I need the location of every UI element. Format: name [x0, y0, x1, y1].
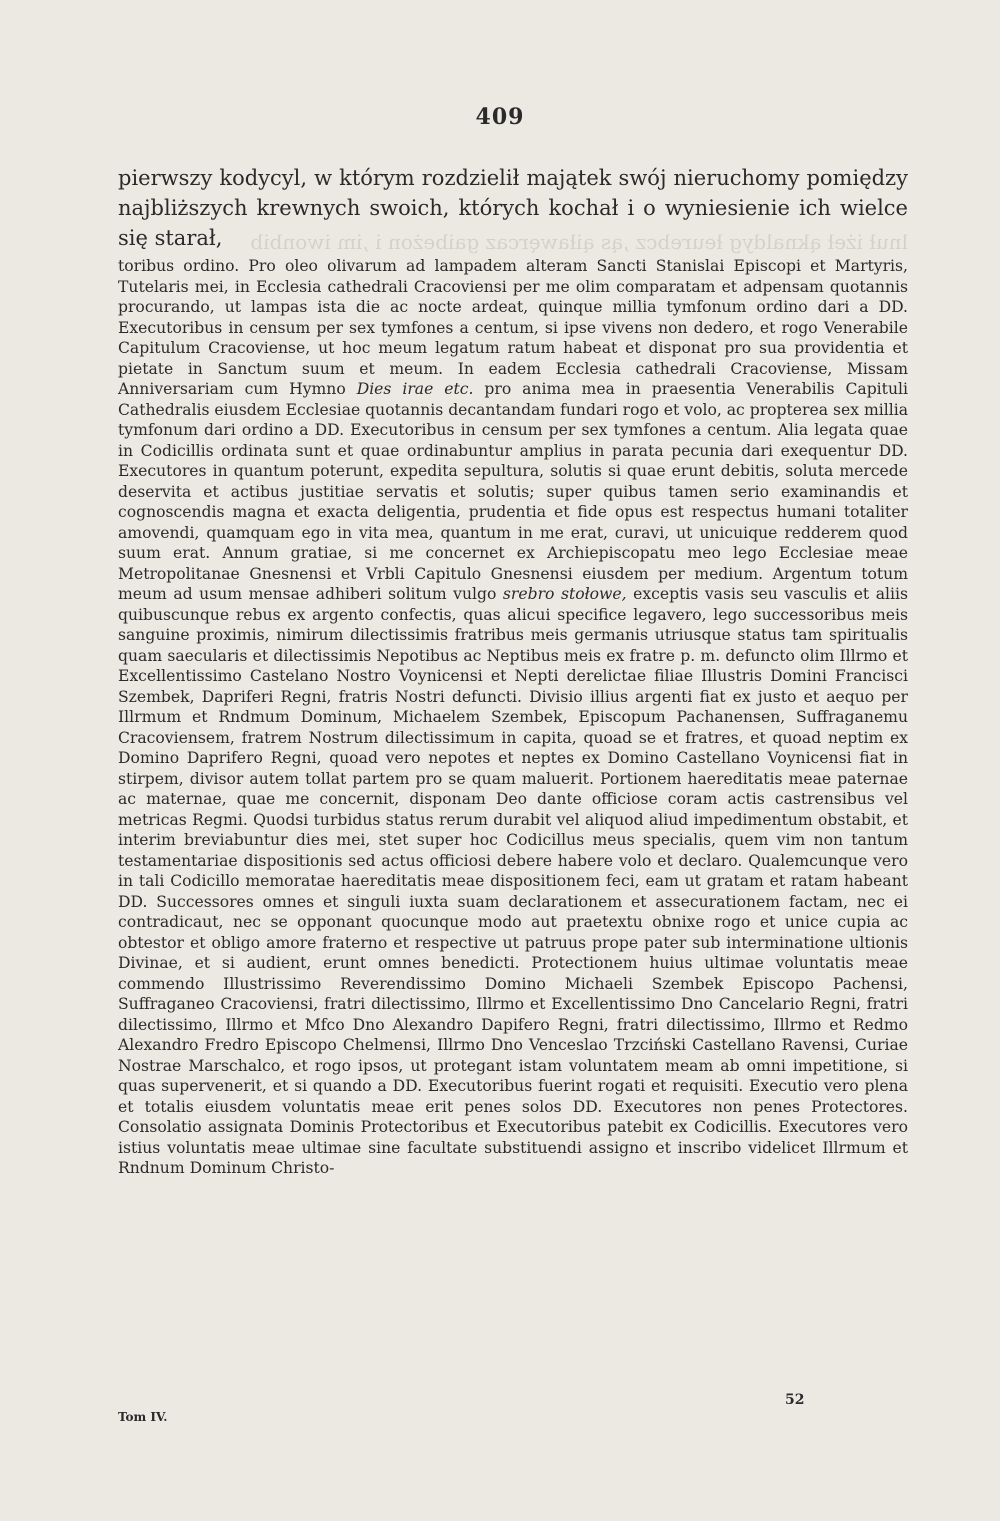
latin-text-part-3: exceptis vasis seu vasculis et aliis quibuscunque rebus ex argento confectis, quas alicui specifice legavero, lego successoribus meis sanguine proximis, nimirum dilectissimis fratribus meis germanis utriusque status tam spiritualis quam saecularis et dilectissimis Nepotibus ac Neptibus meis ex fratre p. m. defuncto olim Illrmo et Excellentissimo Castelano Nostro Voynicensi et Nepti derelictae filiae Illustris Domini Francisci Szembek, Dapriferi Regni, fratris Nostri defuncti. Divisio illius argenti fiat ex justo et aequo per Illrmum et Rndmum Dominum, Michaelem Szembek, Episcopum Pachanensen, Suffraganemu Cracoviensem, fratrem Nostrum dilectissimum in capita, quoad se et fratres, et quoad neptim ex Domino Daprifero Regni, quoad vero nepotes et neptes ex Domino Castellano Voynicensi fiat in stirpem, divisor autem tollat partem pro se quam maluerit. Portionem haereditatis meae paternae ac maternae, quae me concernit, disponam Deo dante officiose coram actis castrensibus vel metricas Regmi. Quodsi turbidus status rerum durabit vel aliquod aliud impedimentum obstabit, et interim breviabuntur dies mei, stet super hoc Codicillus meus specialis, quem vim non tantum testamentariae dispositionis sed actus officiosi debere habere volo et declaro. Qualemcunque vero in tali Codicillo memoratae haereditatis meae dispositionem feci, eam ut gratam et ratam habeant DD. Successores omnes et singuli iuxta suam declarationem et assecurationem factam, nec ei contradicaut, nec se opponant quocunque modo aut praetextu obnixe rogo et unice cupia ac obtestor et obligo amore fraterno et respective ut patruus prope pater sub interminatione ultionis Divinae, et si audient, erunt omnes benedicti. Protectionem huius ultimae voluntatis meae commendo Illustrissimo Reverendissimo Domino Michaeli Szembek Episcopo Pachensi, Suffraganeo Cracoviensi, fratri dilectissimo, Illrmo et Excellentissimo Dno Cancelario Regni, fratri dilectissimo, Illrmo et Mfco Dno Alexandro Dapifero Regni, fratri dilectissimo, Illrmo et Redmo Alexandro Fredro Episcopo Chelmensi, Illrmo Dno Venceslao Trzciński Castellano Ravensi, Curiae Nostrae Marschalco, et rogo ipsos, ut protegant istam voluntatem meam ab omni impetitione, si quas supervenerit, et si quando a DD. Executoribus fuerint rogati et requisiti. Executio vero plena et totalis eiusdem voluntatis meae erit penes solos DD. Executores non penes Protectores. Consolatio assignata Dominis Protectoribus et Executoribus patebit ex Codicillis. Executores vero istius voluntatis meae ultimae sine facultate substituendi assigno et inscribo videlicet Illrmum et Rndnum Dominum Christo-	[118, 585, 908, 1177]
latin-italic-srebro: srebro stołowe,	[502, 585, 627, 603]
latin-italic-dies-irae: Dies irae etc.	[356, 380, 474, 398]
latin-text-part-1: toribus ordino. Pro oleo olivarum ad lampadem alteram Sancti Stanislai Episcopi et Martyris, Tutelaris mei, in Ecclesia cathedrali Cracoviensi per me olim comparatam et adpensam quotannis procurando, ut lampas ista die ac nocte ardeat, quinque millia tymfonum ordino dari a DD. Executoribus in censum per sex tymfones a centum, si ipse vivens non dedero, et rogo Venerabile Capitulum Cracoviense, ut hoc meum legatum ratum habeat et disponat pro sua providentia et pietate in Sanctum suum et meum. In eadem Ecclesia cathedrali Cracoviense, Missam Anniversariam cum Hymno	[118, 257, 908, 398]
polish-text: pierwszy kodycyl, w którym rozdzielił majątek swój nieruchomy pomiędzy najbliższych krewnych swoich, których kochał i o wyniesienie ich wielce się starał,	[118, 166, 908, 250]
page-number: 409	[475, 104, 525, 130]
latin-text-part-2: pro anima mea in praesentia Venerabilis Capituli Cathedralis eiusdem Ecclesiae quotannis decantandam fundari rogo et volo, ac propterea sex millia tymfonum dari ordino a DD. Executoribus in censum per sex tymfones a centum. Alia legata quae in Codicillis ordinata sunt et quae ordinabuntur amplius in parata pecunia dari exequentur DD. Executores in quantum poterunt, expedita sepultura, solutis si quae erunt debitis, soluta mercede deservita et actibus justitiae servatis et solutis; super quibus tamen serio examinandis et cognoscendis magna et exacta deligentia, prudentia et fide opus est respectus humani totaliter amovendi, quamquam ego in vita mea, quantum in me erat, curavi, ut unicuique redderem quod suum erat. Annum gratiae, si me concernet ex Archiepiscopatu meo lego Ecclesiae meae Metropolitanae Gnesnensi et Vrbli Capitulo Gnesnensi eiusdem per medium. Argentum totum meum ad usum mensae adhiberi solitum vulgo	[118, 380, 908, 603]
volume-label: Tom IV.	[118, 1410, 168, 1424]
latin-text	[118, 256, 908, 1179]
bleed-through-text: lnuł iżeł ąknaldyg łeurebcz ,ąs ąiławęrcaz gaibeżon i ,im iwonbib	[250, 230, 908, 254]
signature-mark: 52	[785, 1392, 805, 1408]
latin-paragraph	[118, 256, 908, 1179]
